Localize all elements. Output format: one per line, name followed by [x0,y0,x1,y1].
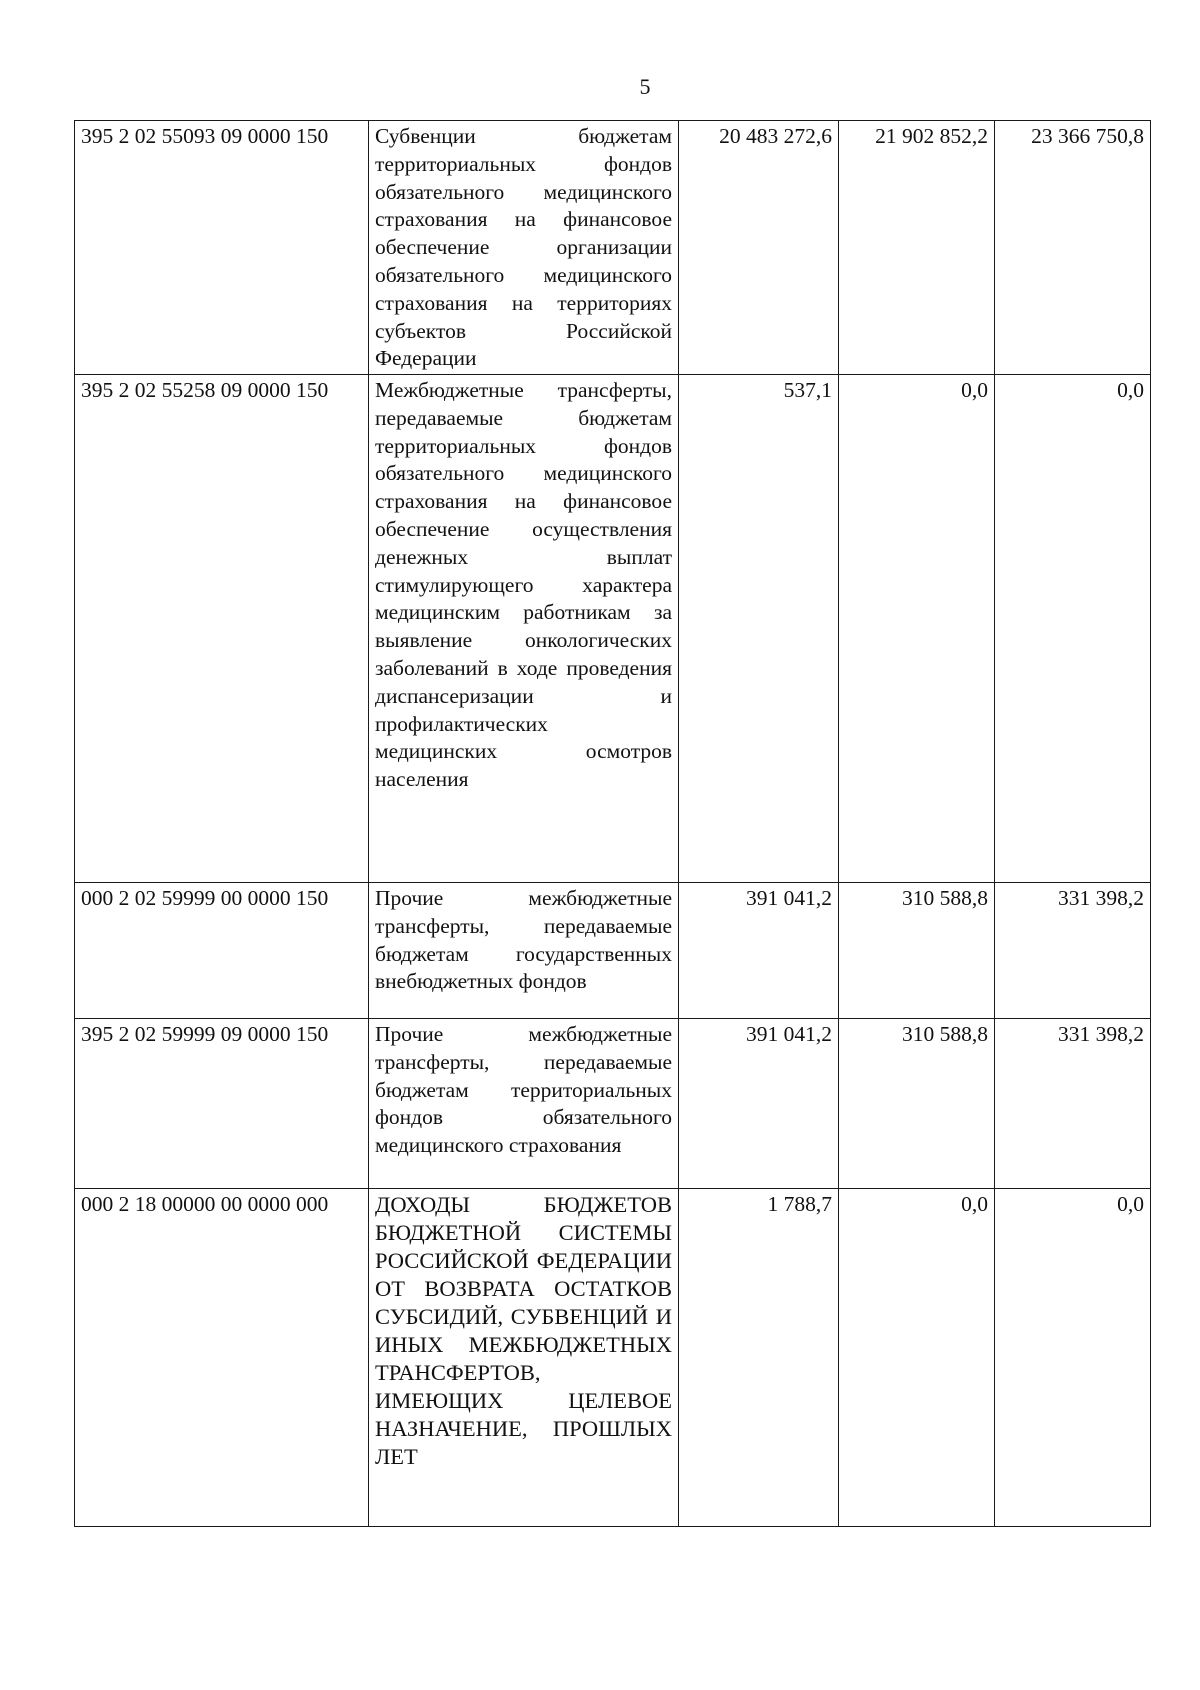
amount-year-2: 0,0 [839,375,995,883]
amount-year-1: 391 041,2 [679,1019,839,1189]
amount-year-3: 0,0 [995,375,1151,883]
amount-year-3: 331 398,2 [995,1019,1151,1189]
classification-code: 395 2 02 55258 09 0000 150 [75,375,369,883]
revenue-name: Прочие межбюджетные трансферты, передаваемые бюджетам территориальных фондов обязательного медицинского страхования [369,1019,679,1189]
table-row [75,375,1151,883]
classification-code: 000 2 18 00000 00 0000 000 [75,1189,369,1527]
classification-code: 000 2 02 59999 00 0000 150 [75,883,369,1019]
amount-year-3: 23 366 750,8 [995,121,1151,375]
revenue-name: ДОХОДЫ БЮДЖЕТОВ БЮДЖЕТНОЙ СИСТЕМЫ РОССИЙСКОЙ ФЕДЕРАЦИИ ОТ ВОЗВРАТА ОСТАТКОВ СУБСИДИЙ, СУБВЕНЦИЙ И ИНЫХ МЕЖБЮДЖЕТНЫХ ТРАНСФЕРТОВ, ИМЕЮЩИХ ЦЕЛЕВОЕ НАЗНАЧЕНИЕ, ПРОШЛЫХ ЛЕТ [369,1189,679,1527]
revenue-name: Межбюджетные трансферты, передаваемые бюджетам территориальных фондов обязательного медицинского страхования на финансовое обеспечение осуществления денежных выплат стимулирующего характера медицинским работникам за выявление онкологических заболеваний в ходе проведения диспансеризации и профилактических медицинских осмотров населения [369,375,679,883]
amount-year-2: 310 588,8 [839,1019,995,1189]
amount-year-2: 21 902 852,2 [839,121,995,375]
amount-year-1: 537,1 [679,375,839,883]
amount-year-2: 310 588,8 [839,883,995,1019]
amount-year-3: 331 398,2 [995,883,1151,1019]
amount-year-2: 0,0 [839,1189,995,1527]
table-row [75,1019,1151,1189]
table-row [75,1189,1151,1527]
budget-revenue-table [74,120,1151,1527]
amount-year-3: 0,0 [995,1189,1151,1527]
classification-code: 395 2 02 59999 09 0000 150 [75,1019,369,1189]
table-row [75,121,1151,375]
amount-year-1: 391 041,2 [679,883,839,1019]
revenue-name: Субвенции бюджетам территориальных фондов обязательного медицинского страхования на финансовое обеспечение организации обязательного медицинского страхования на территориях субъектов Российской Федерации [369,121,679,375]
table-row [75,883,1151,1019]
revenue-name: Прочие межбюджетные трансферты, передаваемые бюджетам государственных внебюджетных фондов [369,883,679,1019]
amount-year-1: 1 788,7 [679,1189,839,1527]
classification-code: 395 2 02 55093 09 0000 150 [75,121,369,375]
amount-year-1: 20 483 272,6 [679,121,839,375]
page-number: 5 [639,74,651,99]
